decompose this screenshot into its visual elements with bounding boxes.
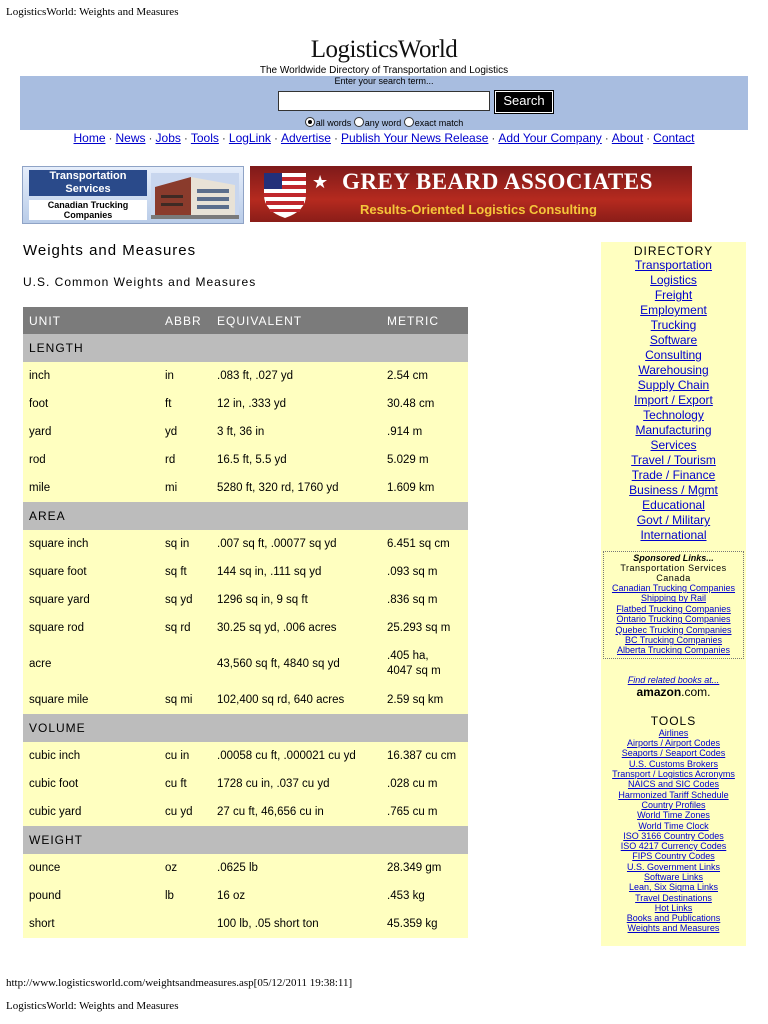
- directory-link-supply-chain[interactable]: Supply Chain: [637, 378, 710, 392]
- directory-link-freight[interactable]: Freight: [654, 288, 693, 302]
- table-row: [23, 742, 468, 770]
- table-row: [23, 446, 468, 474]
- directory-link-international[interactable]: International: [640, 528, 707, 542]
- nav-separator: ·: [183, 131, 188, 145]
- section-row-length: [23, 334, 468, 362]
- nav-separator: ·: [273, 131, 278, 145]
- nav-separator: ·: [491, 131, 496, 145]
- cell-equivalent: 43,560 sq ft, 4840 sq yd: [211, 642, 381, 686]
- nav-publish-news[interactable]: Publish Your News Release: [340, 131, 489, 145]
- directory-link-employment[interactable]: Employment: [640, 303, 707, 317]
- tool-link-weights-and-measures[interactable]: Weights and Measures: [627, 923, 720, 934]
- tool-link-u-s-government-links[interactable]: U.S. Government Links: [626, 861, 721, 872]
- cell-abbr: [159, 642, 211, 686]
- site-tagline: The Worldwide Directory of Transportation and Logistics: [259, 65, 509, 76]
- cell-equivalent: .0625 lb: [211, 854, 381, 882]
- sponsored-link-quebec-trucking-companies[interactable]: Quebec Trucking Companies: [615, 624, 732, 635]
- books-link[interactable]: Find related books at...: [627, 674, 720, 685]
- cell-equivalent: 1296 sq in, 9 sq ft: [211, 586, 381, 614]
- cell-equivalent: 3 ft, 36 in: [211, 418, 381, 446]
- tool-link-transport-logistics-acronyms[interactable]: Transport / Logistics Acronyms: [612, 769, 735, 780]
- cell-metric: 25.293 sq m: [381, 614, 468, 642]
- directory-link-technology[interactable]: Technology: [643, 408, 704, 422]
- sponsored-link-flatbed-trucking-companies[interactable]: Flatbed Trucking Companies: [616, 603, 731, 614]
- directory-link-services[interactable]: Services: [650, 438, 697, 452]
- cell-abbr: sq in: [159, 530, 211, 558]
- page-subtitle: U.S. Common Weights and Measures: [23, 275, 257, 289]
- col-unit: UNIT: [23, 307, 159, 334]
- tool-link-books-and-publications[interactable]: Books and Publications: [626, 913, 721, 924]
- sponsored-title: Sponsored Links...: [633, 553, 714, 563]
- page-title: Weights and Measures: [23, 242, 197, 259]
- cell-metric: 16.387 cu cm: [381, 742, 468, 770]
- nav-add-company[interactable]: Add Your Company: [498, 131, 602, 145]
- section-label: AREA: [23, 502, 468, 530]
- nav-tools[interactable]: Tools: [190, 131, 219, 145]
- cell-abbr: ft: [159, 390, 211, 418]
- sponsored-links: [603, 551, 744, 659]
- main-nav: [0, 131, 768, 145]
- cell-equivalent: .00058 cu ft, .000021 cu yd: [211, 742, 381, 770]
- cell-unit: cubic yard: [23, 798, 159, 826]
- table-row: [23, 798, 468, 826]
- cell-equivalent: 102,400 sq rd, 640 acres: [211, 686, 381, 714]
- cell-unit: acre: [23, 642, 159, 686]
- cell-unit: foot: [23, 390, 159, 418]
- directory-link-logistics[interactable]: Logistics: [650, 273, 697, 287]
- tools-links: [601, 728, 746, 934]
- table-header-row: [23, 307, 468, 334]
- cell-metric: 45.359 kg: [381, 910, 468, 938]
- cell-abbr: sq rd: [159, 614, 211, 642]
- amazon-block: [601, 675, 746, 699]
- table-row: [23, 770, 468, 798]
- tool-link-lean-six-sigma-links[interactable]: Lean, Six Sigma Links: [628, 882, 719, 893]
- ad-right-name: GREY BEARD ASSOCIATES: [342, 169, 653, 194]
- search-button[interactable]: Search: [495, 91, 553, 113]
- cell-metric: 2.54 cm: [381, 362, 468, 390]
- cell-equivalent: 30.25 sq yd, .006 acres: [211, 614, 381, 642]
- radio-exact-match[interactable]: [404, 117, 414, 127]
- tool-link-software-links[interactable]: Software Links: [643, 872, 704, 882]
- section-label: VOLUME: [23, 714, 468, 742]
- directory-link-business-mgmt[interactable]: Business / Mgmt: [629, 483, 718, 497]
- nav-separator: ·: [333, 131, 338, 145]
- cell-unit: square yard: [23, 586, 159, 614]
- search-input[interactable]: [278, 91, 490, 111]
- cell-metric: 30.48 cm: [381, 390, 468, 418]
- flag-shield-icon: [260, 171, 310, 219]
- directory-link-travel-tourism[interactable]: Travel / Tourism: [631, 453, 716, 467]
- cell-unit: yard: [23, 418, 159, 446]
- directory-link-software[interactable]: Software: [649, 333, 698, 347]
- directory-link-manufacturing[interactable]: Manufacturing: [635, 423, 712, 437]
- cell-unit: square foot: [23, 558, 159, 586]
- section-label: WEIGHT: [23, 826, 468, 854]
- cell-equivalent: 16 oz: [211, 882, 381, 910]
- site-logo[interactable]: LogisticsWorld: [310, 36, 458, 63]
- table-row: [23, 910, 468, 938]
- cell-metric: 28.349 gm: [381, 854, 468, 882]
- cell-equivalent: .083 ft, .027 yd: [211, 362, 381, 390]
- cell-metric: 2.59 sq km: [381, 686, 468, 714]
- tool-link-airlines[interactable]: Airlines: [658, 727, 689, 738]
- tool-link-travel-destinations[interactable]: Travel Destinations: [635, 892, 712, 903]
- directory-link-trucking[interactable]: Trucking: [650, 318, 697, 332]
- cell-unit: cubic foot: [23, 770, 159, 798]
- nav-separator: ·: [646, 131, 651, 145]
- cell-unit: square inch: [23, 530, 159, 558]
- cell-metric: 5.029 m: [381, 446, 468, 474]
- nav-about[interactable]: About: [611, 131, 644, 145]
- table-row: [23, 614, 468, 642]
- print-footer-url: http://www.logisticsworld.com/weightsandmeasures.asp[05/12/2011 19:38:11]: [6, 977, 353, 989]
- table-row: [23, 418, 468, 446]
- radio-any-word[interactable]: [354, 117, 364, 127]
- directory-link-transportation[interactable]: Transportation: [635, 258, 712, 272]
- cell-metric: .405 ha, 4047 sq m: [381, 642, 468, 686]
- col-abbr: ABBR: [159, 307, 211, 334]
- cell-abbr: cu yd: [159, 798, 211, 826]
- cell-equivalent: 16.5 ft, 5.5 yd: [211, 446, 381, 474]
- table-row: [23, 558, 468, 586]
- table-row: [23, 854, 468, 882]
- cell-equivalent: .007 sq ft, .00077 sq yd: [211, 530, 381, 558]
- directory-links: [601, 258, 746, 543]
- cell-abbr: rd: [159, 446, 211, 474]
- print-header: LogisticsWorld: Weights and Measures: [6, 6, 179, 18]
- radio-all-words[interactable]: [305, 117, 315, 127]
- cell-metric: 6.451 sq cm: [381, 530, 468, 558]
- tool-link-world-time-zones[interactable]: World Time Zones: [637, 810, 710, 821]
- directory-link-trade-finance[interactable]: Trade / Finance: [631, 468, 716, 482]
- cell-abbr: sq ft: [159, 558, 211, 586]
- search-bar: [20, 76, 748, 130]
- nav-separator: ·: [108, 131, 113, 145]
- tools-title: TOOLS: [650, 713, 697, 728]
- cell-metric: .028 cu m: [381, 770, 468, 798]
- col-equivalent: EQUIVALENT: [211, 307, 381, 334]
- cell-unit: cubic inch: [23, 742, 159, 770]
- ad-left-sub: Canadian Trucking Companies: [29, 200, 147, 220]
- cell-abbr: in: [159, 362, 211, 390]
- section-row-area: [23, 502, 468, 530]
- cell-unit: inch: [23, 362, 159, 390]
- table-row: [23, 474, 468, 502]
- tool-link-harmonized-tariff-schedule[interactable]: Harmonized Tariff Schedule: [618, 789, 729, 800]
- nav-jobs[interactable]: Jobs: [155, 131, 181, 145]
- directory-link-govt-military[interactable]: Govt / Military: [636, 513, 711, 527]
- ad-transportation-services[interactable]: [22, 166, 244, 224]
- sponsored-link-bc-trucking-companies[interactable]: BC Trucking Companies: [624, 635, 723, 646]
- cell-abbr: mi: [159, 474, 211, 502]
- table-row: [23, 530, 468, 558]
- cell-metric: .765 cu m: [381, 798, 468, 826]
- directory-title: DIRECTORY: [633, 244, 714, 258]
- cell-abbr: [159, 910, 211, 938]
- cell-equivalent: 1728 cu in, .037 cu yd: [211, 770, 381, 798]
- radio-any-word-label[interactable]: any word: [364, 118, 402, 128]
- sponsored-link-alberta-trucking-companies[interactable]: Alberta Trucking Companies: [616, 645, 731, 656]
- cell-equivalent: 5280 ft, 320 rd, 1760 yd: [211, 474, 381, 502]
- cell-unit: pound: [23, 882, 159, 910]
- cell-unit: ounce: [23, 854, 159, 882]
- table-row: [23, 390, 468, 418]
- cell-unit: square rod: [23, 614, 159, 642]
- amazon-logo[interactable]: [601, 685, 746, 699]
- search-hint: Enter your search term...: [334, 76, 434, 86]
- amazon-name: amazon: [636, 684, 682, 699]
- table-row: [23, 586, 468, 614]
- tool-link-hot-links[interactable]: Hot Links: [654, 902, 693, 913]
- nav-advertise[interactable]: Advertise: [280, 131, 331, 145]
- sponsored-link-shipping-by-rail[interactable]: Shipping by Rail: [640, 593, 707, 604]
- cell-abbr: sq mi: [159, 686, 211, 714]
- tool-link-seaports-seaport-codes[interactable]: Seaports / Seaport Codes: [621, 748, 726, 759]
- cell-metric: .914 m: [381, 418, 468, 446]
- cell-metric: 1.609 km: [381, 474, 468, 502]
- table-row: [23, 686, 468, 714]
- tool-link-u-s-customs-brokers[interactable]: U.S. Customs Brokers: [628, 758, 719, 769]
- cell-metric: .836 sq m: [381, 586, 468, 614]
- nav-news[interactable]: News: [115, 131, 146, 145]
- tool-link-country-profiles[interactable]: Country Profiles: [641, 799, 706, 810]
- nav-separator: ·: [148, 131, 153, 145]
- weights-table: [23, 307, 468, 938]
- directory-link-warehousing[interactable]: Warehousing: [638, 363, 709, 377]
- print-footer-title: LogisticsWorld: Weights and Measures: [6, 1000, 179, 1012]
- cell-abbr: yd: [159, 418, 211, 446]
- cell-abbr: cu in: [159, 742, 211, 770]
- cell-abbr: cu ft: [159, 770, 211, 798]
- tool-link-fips-country-codes[interactable]: FIPS Country Codes: [632, 851, 715, 862]
- cell-equivalent: 100 lb, .05 short ton: [211, 910, 381, 938]
- table-row: [23, 882, 468, 910]
- cell-equivalent: 27 cu ft, 46,656 cu in: [211, 798, 381, 826]
- directory-link-educational[interactable]: Educational: [642, 498, 705, 512]
- nav-separator: ·: [221, 131, 226, 145]
- ad-grey-beard[interactable]: [250, 166, 692, 222]
- cell-abbr: lb: [159, 882, 211, 910]
- radio-all-words-label[interactable]: all words: [315, 118, 352, 128]
- cell-unit: mile: [23, 474, 159, 502]
- cell-metric: .093 sq m: [381, 558, 468, 586]
- nav-home[interactable]: Home: [73, 131, 106, 145]
- cell-unit: rod: [23, 446, 159, 474]
- directory-link-consulting[interactable]: Consulting: [645, 348, 702, 362]
- tool-link-airports-airport-codes[interactable]: Airports / Airport Codes: [626, 738, 721, 749]
- directory-link-import-export[interactable]: Import / Export: [634, 393, 713, 407]
- col-metric: METRIC: [381, 307, 468, 334]
- cell-equivalent: 12 in, .333 yd: [211, 390, 381, 418]
- cell-abbr: sq yd: [159, 586, 211, 614]
- section-row-volume: [23, 714, 468, 742]
- nav-loglink[interactable]: LogLink: [228, 131, 271, 145]
- table-row: [23, 642, 468, 686]
- cell-unit: square mile: [23, 686, 159, 714]
- section-label: LENGTH: [23, 334, 468, 362]
- sidebar: [601, 242, 746, 946]
- nav-contact[interactable]: Contact: [653, 131, 695, 145]
- nav-separator: ·: [604, 131, 609, 145]
- amazon-tld: .com.: [681, 684, 711, 699]
- cell-abbr: oz: [159, 854, 211, 882]
- ad-left-title: Transportation Services: [29, 170, 147, 196]
- ad-right-tagline: Results-Oriented Logistics Consulting: [360, 202, 597, 217]
- table-row: [23, 362, 468, 390]
- section-row-weight: [23, 826, 468, 854]
- tool-link-iso-4217-currency-codes[interactable]: ISO 4217 Currency Codes: [620, 841, 727, 852]
- sponsored-link-canadian-trucking-companies[interactable]: Canadian Trucking Companies: [611, 583, 736, 593]
- tool-link-world-time-clock[interactable]: World Time Clock: [638, 820, 709, 831]
- cell-equivalent: 144 sq in, .111 sq yd: [211, 558, 381, 586]
- radio-exact-match-label[interactable]: exact match: [414, 118, 464, 128]
- building-icon: [151, 173, 239, 219]
- cell-unit: short: [23, 910, 159, 938]
- star-icon: ★: [312, 172, 329, 192]
- cell-metric: .453 kg: [381, 882, 468, 910]
- tool-link-iso-3166-country-codes[interactable]: ISO 3166 Country Codes: [623, 830, 724, 841]
- sponsored-link-ontario-trucking-companies[interactable]: Ontario Trucking Companies: [616, 614, 731, 625]
- search-options: [20, 117, 748, 128]
- sponsored-subtitle: Transportation Services Canada: [620, 563, 727, 583]
- tool-link-naics-and-sic-codes[interactable]: NAICS and SIC Codes: [627, 779, 720, 790]
